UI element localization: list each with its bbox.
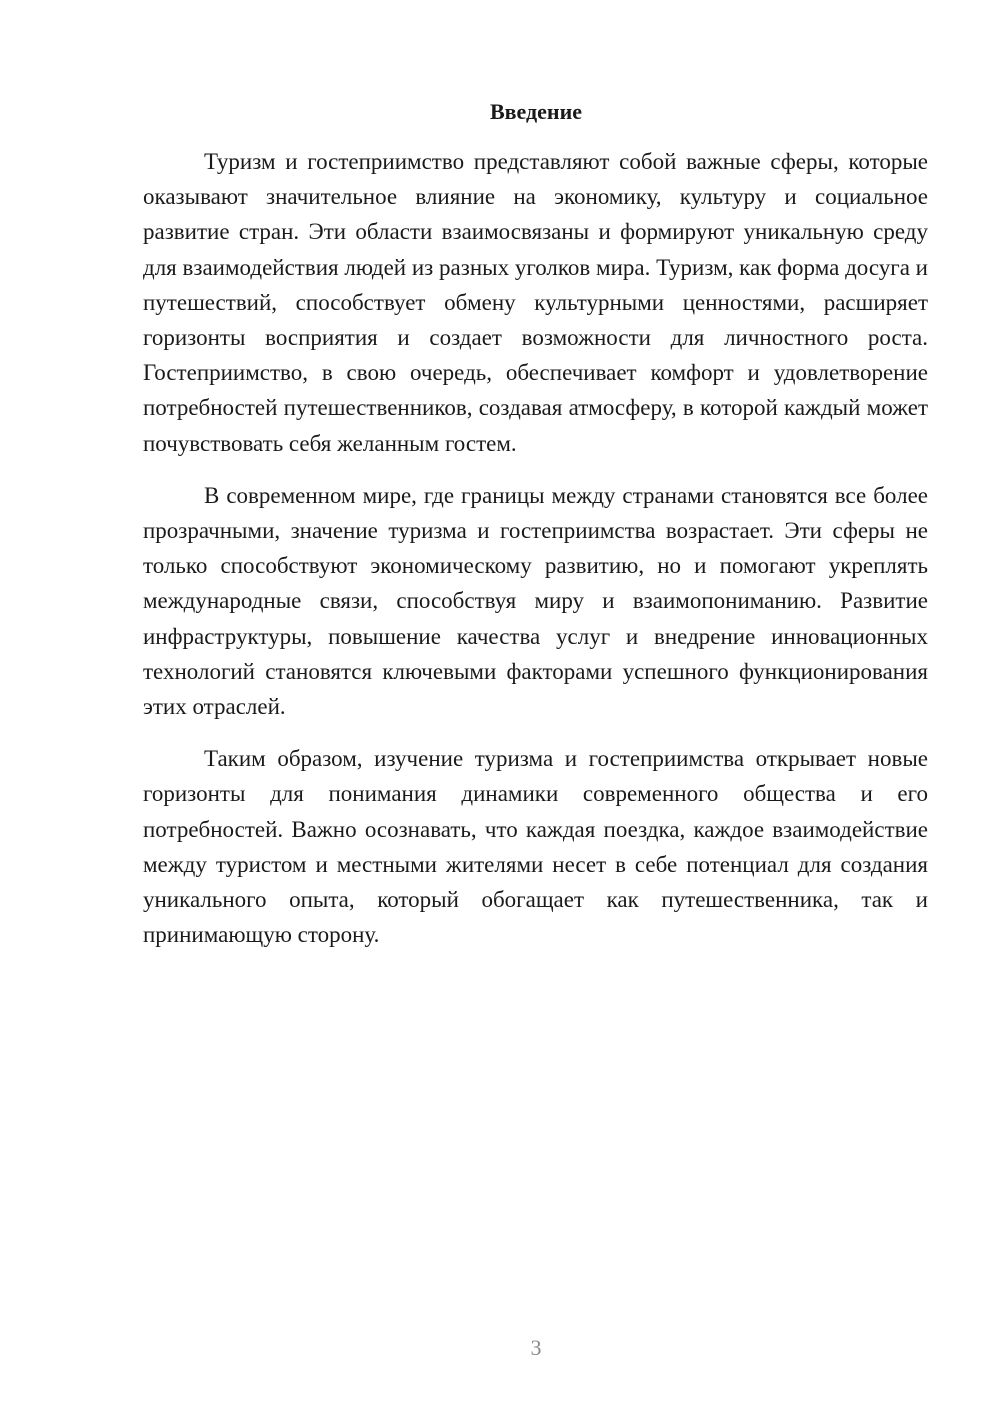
paragraph-1: Туризм и гостеприимство представляют собой важные сферы, которые оказывают значительное влияние на экономику, культуру и социальное развитие стран. Эти области взаимосвязаны и формируют уникальную среду для взаимодействия людей из разных уголков мира. Туризм, как форма досуга и путешествий, способствует обмену культурными ценностями, расширяет горизонты восприятия и создает возможности для личностного роста. Гостеприимство, в свою очередь, обеспечивает комфорт и удовлетворение потребностей путешественников, создавая атмосферу, в которой каждый может почувствовать себя желанным гостем.	[143, 149, 928, 456]
page-number: 3	[530, 1335, 542, 1360]
paragraph-3: Таким образом, изучение туризма и гостеприимства открывает новые горизонты для понимания динамики современного общества и его потребностей. Важно осознавать, что каждая поездка, каждое взаимодействие между туристом и местными жителями несет в себе потенциал для создания уникального опыта, который обогащает как путешественника, так и принимающую сторону.	[143, 746, 928, 948]
body-text	[143, 144, 928, 952]
paragraph-2: В современном мире, где границы между странами становятся все более прозрачными, значение туризма и гостеприимства возрастает. Эти сферы не только способствуют экономическому развитию, но и помогают укреплять международные связи, способствуя миру и взаимопониманию. Развитие инфраструктуры, повышение качества услуг и внедрение инновационных технологий становятся ключевыми факторами успешного функционирования этих отраслей.	[143, 482, 928, 720]
page-title: Введение	[489, 99, 583, 124]
